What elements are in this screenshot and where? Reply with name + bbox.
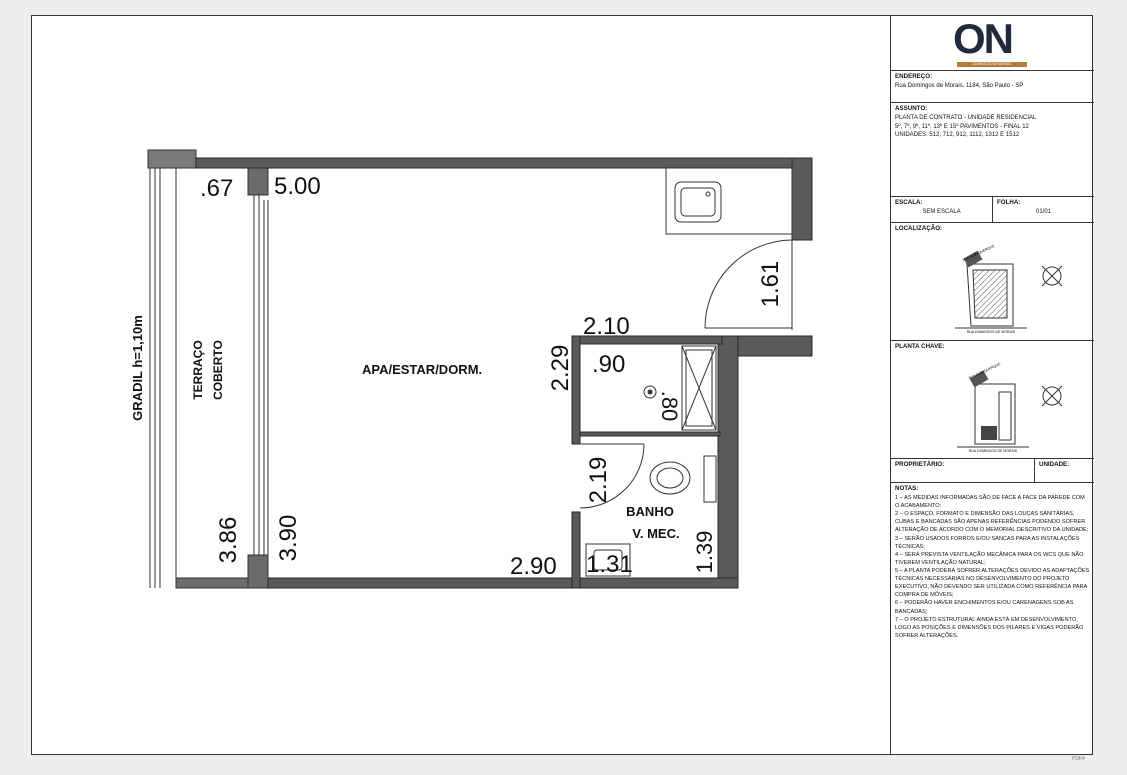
- owner-cell: [891, 459, 1035, 483]
- sheet-value: 01/01: [1035, 208, 1051, 215]
- key-plan-label: PLANTA CHAVE:: [895, 343, 945, 350]
- right-wall-upper: [792, 158, 812, 240]
- subject-line: 5º, 7º, 9º, 11º, 13º E 15º PAVIMENTOS - FINAL 12: [895, 123, 1029, 130]
- bath-left-wall-lower: [572, 512, 580, 588]
- key-plan-units: [999, 392, 1011, 440]
- dim-room-top: 5.00: [274, 173, 321, 200]
- terrace-bottom-wall: [176, 578, 248, 588]
- subject-cell: [891, 103, 1094, 197]
- address-value: Rua Domingos de Morais, 1184, São Paulo - SP: [895, 82, 1024, 89]
- bath-label-line1: BANHO: [626, 504, 674, 519]
- terrace-label-line2: COBERTO: [211, 340, 225, 400]
- bath-label-line2: V. MEC.: [632, 526, 680, 541]
- bath-right-wall: [718, 336, 738, 588]
- note-item: 7 – O PROJETO ESTRUTURAL AINDA ESTÁ EM DESENVOLVIMENTO, LOGO AS POSIÇÕES E DIMENSÕES DOS PILARES E VIGAS PODERÃO SOFRER ALTERAÇÕES.: [895, 616, 1084, 639]
- unit-label: UNIDADE:: [1039, 461, 1070, 468]
- subject-line: UNIDADES: 512, 712, 912, 1112, 1312 E 1512: [895, 132, 1020, 139]
- subject-label: ASSUNTO:: [895, 105, 928, 112]
- subject-line: PLANTA DE CONTRATO - UNIDADE RESIDENCIAL: [895, 114, 1037, 121]
- scale-cell: [891, 197, 993, 223]
- note-item: 1 – AS MEDIDAS INFORMADAS SÃO DE FACE A FACE DA PAREDE COM O ACABAMENTO;: [895, 494, 1085, 510]
- drain-icon: [706, 192, 710, 196]
- living-room-label: APA/ESTAR/DORM.: [362, 362, 483, 377]
- dim-door-right: 1.61: [757, 260, 784, 308]
- logo-cell: [891, 15, 1094, 71]
- window-wall: [248, 168, 268, 588]
- logo: ON: [953, 15, 1012, 62]
- title-block: [890, 15, 1093, 755]
- owner-label: PROPRIETÁRIO:: [895, 461, 945, 468]
- dim-sink: 1.31: [586, 551, 633, 578]
- dim-bath-height: 2.29: [547, 344, 574, 392]
- note-item: 4 – SERÁ PREVISTA VENTILAÇÃO MECÂNICA PARA OS WCS QUE NÃO TIVEREM VENTILAÇÃO NATURAL;: [895, 551, 1084, 566]
- logo-tagline: DOMINGOS DE MORAIS: [972, 62, 1012, 66]
- terrace-label-line1: TERRAÇO: [191, 340, 205, 400]
- dim-room-bottom: 2.90: [510, 553, 557, 580]
- note-item: 2 – O ESPAÇO, FORMATO E DIMENSÃO DAS LOUÇAS SANITÁRIAS, CUBAS E BANCADAS SÃO APENAS REFERÊNCIAS PODENDO SOFRER ALTERAÇÃO DE ACORDO COM O MEMORIAL DESCRITIVO DA UNIDADE;: [895, 511, 1089, 534]
- dim-bath-width: 2.10: [583, 313, 630, 340]
- sheet-label: FOLHA:: [997, 199, 1021, 206]
- dim-terrace-top: .67: [200, 175, 234, 202]
- pillar: [248, 555, 268, 588]
- dim-shower: .90: [592, 351, 626, 378]
- page-number: PDF4: [1072, 756, 1085, 762]
- kitchenette: [666, 168, 792, 234]
- key-plan-highlight: [981, 426, 997, 440]
- notes-label: NOTAS:: [895, 485, 919, 492]
- shower-partition: [580, 432, 720, 436]
- dim-shower-side: .80: [657, 390, 682, 422]
- address-label: ENDEREÇO:: [895, 73, 933, 80]
- scale-value: SEM ESCALA: [922, 208, 961, 215]
- sink-basin: [681, 188, 715, 216]
- dim-room-side: 3.90: [275, 514, 302, 562]
- street-label: RUA ALBUQUERQUE: [961, 243, 996, 263]
- site-building: [973, 270, 1007, 318]
- key-plan-cell: [891, 341, 1094, 459]
- pillar: [248, 168, 268, 195]
- location-map: [895, 234, 1090, 334]
- toilet-tank: [704, 456, 716, 502]
- dim-bath-door: 2.19: [585, 456, 612, 504]
- unit-cell: [1035, 459, 1094, 483]
- sheet-cell: [993, 197, 1094, 223]
- toilet-bowl: [657, 468, 683, 488]
- street-label: RUA DOMINGOS DE MORAIS: [966, 329, 1016, 334]
- dim-terrace-side: 3.86: [215, 516, 242, 564]
- shower-drain: [648, 390, 652, 394]
- street-label: RUA ALBUQUERQUE: [967, 361, 1002, 381]
- location-label: LOCALIZAÇÃO:: [895, 225, 943, 232]
- bottom-wall: [268, 578, 738, 588]
- dim-bath-side: 1.39: [692, 530, 717, 574]
- key-plan-map: [895, 352, 1090, 452]
- location-cell: [891, 223, 1094, 341]
- note-item: 3 – SERÃO USADOS FORROS E/OU SANCAS PARA AS INSTALAÇÕES TÉCNICAS;: [895, 535, 1080, 550]
- notes-cell: [891, 483, 1094, 755]
- street-label: RUA DOMINGOS DE MORAIS: [968, 448, 1018, 452]
- scale-label: ESCALA:: [895, 199, 923, 206]
- top-wall: [196, 158, 812, 168]
- note-item: 5 – A PLANTA PODERÁ SOFRER ALTERAÇÕES DEVIDO AS ADAPTAÇÕES TÉCNICAS NECESSÁRIAS NO DESENVOLVIMENTO DO PROJETO EXECUTIVO, NÃO DEVENDO SER UTILIZADA COMO REFERÊNCIA PARA COMPRA DE MÓVEIS;: [895, 567, 1090, 599]
- terrace-top-wall: [148, 150, 196, 168]
- note-item: 6 – PODERÃO HAVER ENCHIMENTOS E/OU CARENAGENS SOB AS BANCADAS;: [895, 600, 1074, 615]
- address-cell: [891, 71, 1094, 103]
- railing-label: GRADIL h=1,10m: [130, 315, 145, 421]
